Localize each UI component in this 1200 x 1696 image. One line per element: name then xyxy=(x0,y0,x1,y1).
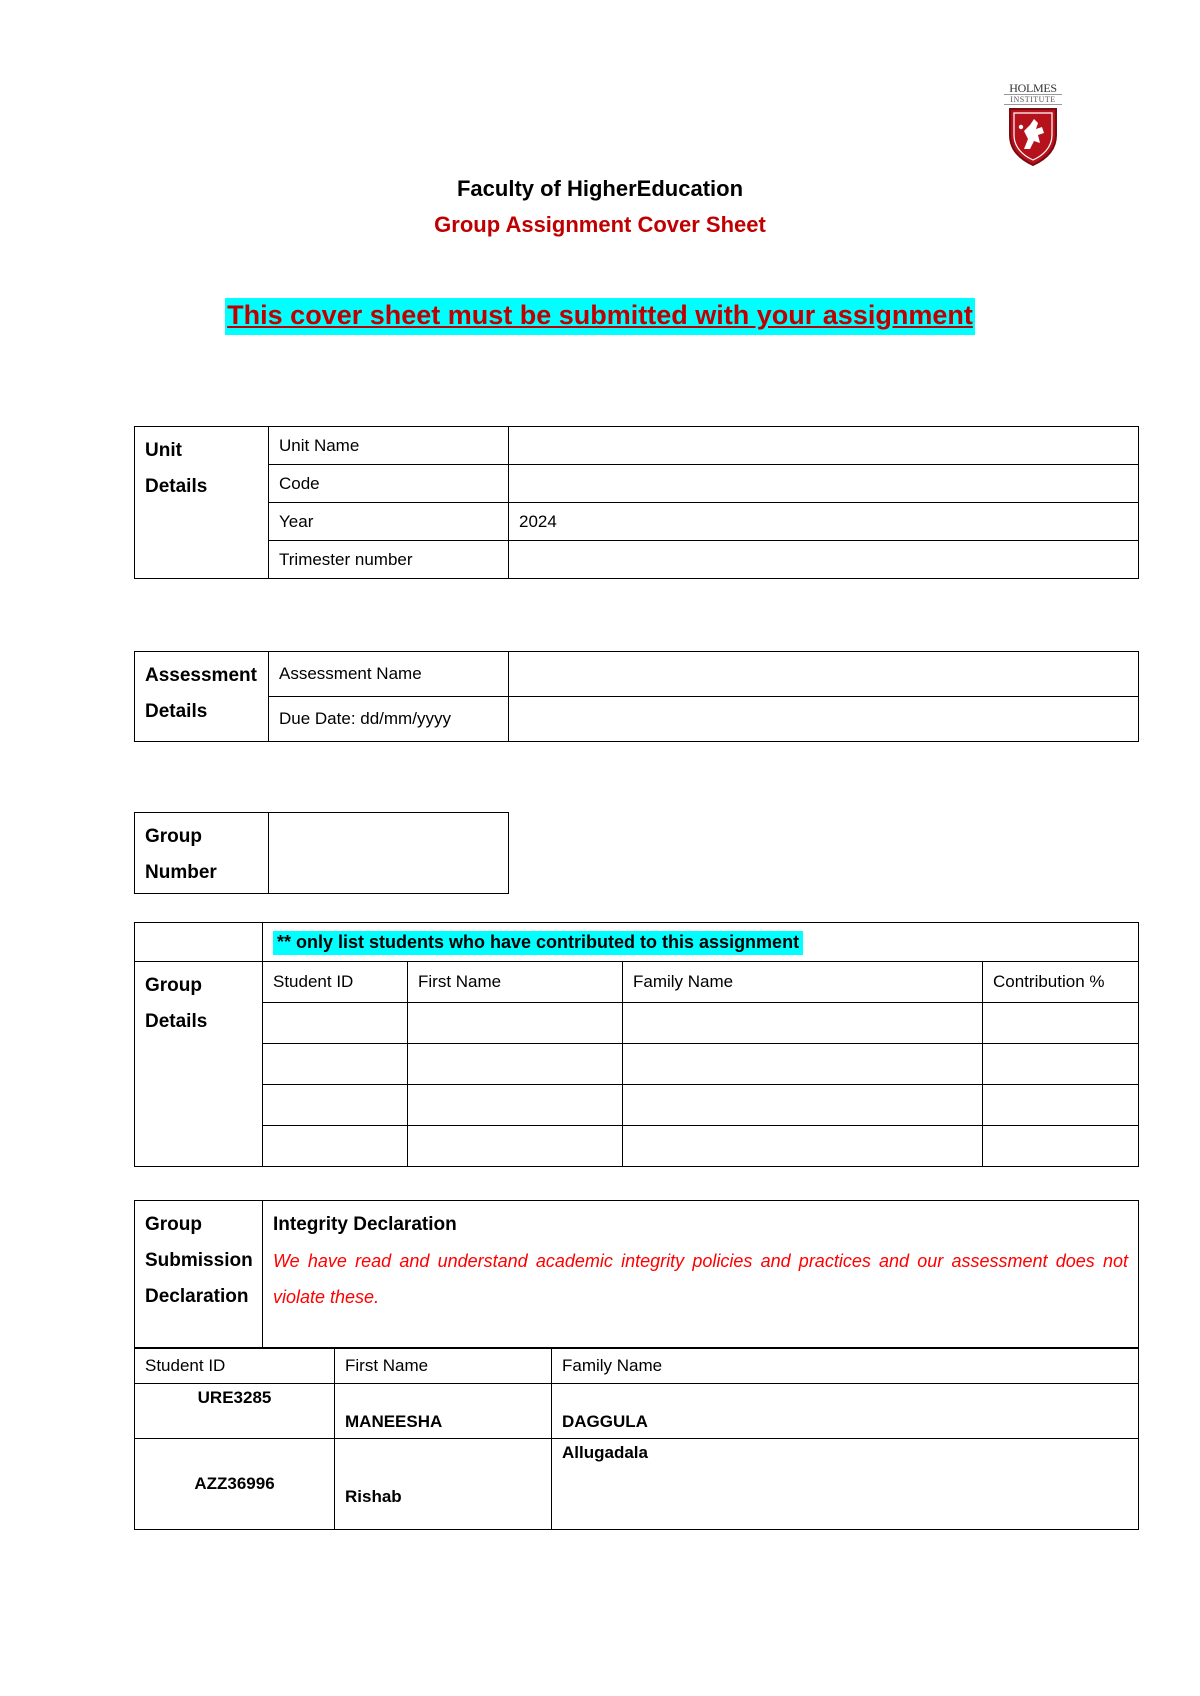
code-field[interactable] xyxy=(509,465,1139,503)
declaration-body xyxy=(263,1201,1139,1348)
col-header-first-name: First Name xyxy=(335,1349,552,1384)
signatories-table xyxy=(134,1348,1139,1530)
declaration-label: Group Submission Declaration xyxy=(135,1201,263,1348)
first-name-cell[interactable] xyxy=(408,1003,623,1044)
group-details-table xyxy=(134,922,1139,1167)
unit-name-label: Unit Name xyxy=(269,427,509,465)
cover-sheet-title: Group Assignment Cover Sheet xyxy=(434,212,766,237)
submission-banner: This cover sheet must be submitted with your assignment xyxy=(225,298,975,335)
table-row xyxy=(135,1003,1139,1044)
table-row xyxy=(135,541,1139,579)
student-id-cell[interactable] xyxy=(263,1044,408,1085)
col-header-student-id: Student ID xyxy=(263,962,408,1003)
assessment-details-table xyxy=(134,651,1139,742)
student-id-cell[interactable] xyxy=(263,1003,408,1044)
declaration-table xyxy=(134,1200,1139,1348)
unit-details-label: Unit Details xyxy=(135,427,269,579)
table-row xyxy=(135,427,1139,465)
assessment-name-field[interactable] xyxy=(509,652,1139,697)
col-header-contribution: Contribution % xyxy=(983,962,1139,1003)
faculty-heading: Faculty of HigherEducation xyxy=(456,176,744,201)
first-name-cell[interactable]: Rishab xyxy=(335,1439,552,1530)
table-row xyxy=(135,962,1139,1003)
col-header-family-name: Family Name xyxy=(552,1349,1139,1384)
group-number-field[interactable] xyxy=(269,813,509,894)
integrity-declaration-title: Integrity Declaration xyxy=(273,1214,457,1235)
contribution-cell[interactable] xyxy=(983,1085,1139,1126)
logo-wordmark: HOLMES xyxy=(1009,81,1057,95)
trimester-field[interactable] xyxy=(509,541,1139,579)
assessment-details-label: Assessment Details xyxy=(135,652,269,742)
family-name-cell[interactable]: Allugadala xyxy=(552,1439,1139,1530)
table-row xyxy=(135,1085,1139,1126)
trimester-label: Trimester number xyxy=(269,541,509,579)
contribution-note: ** only list students who have contributed to this assignment xyxy=(273,931,803,955)
col-header-first-name: First Name xyxy=(408,962,623,1003)
logo-subtitle: INSTITUTE xyxy=(1004,94,1062,105)
family-name-cell[interactable]: DAGGULA xyxy=(552,1384,1139,1439)
table-row xyxy=(135,1201,1139,1348)
year-label: Year xyxy=(269,503,509,541)
table-row xyxy=(135,1349,1139,1384)
table-row xyxy=(135,465,1139,503)
unit-name-field[interactable] xyxy=(509,427,1139,465)
group-number-label: Group Number xyxy=(135,813,269,894)
student-id-cell[interactable] xyxy=(263,1085,408,1126)
table-row xyxy=(135,1126,1139,1167)
table-row xyxy=(135,503,1139,541)
family-name-cell[interactable] xyxy=(623,1003,983,1044)
first-name-cell[interactable] xyxy=(408,1085,623,1126)
student-id-cell[interactable] xyxy=(263,1126,408,1167)
shield-crest-icon xyxy=(1004,105,1062,167)
family-name-cell[interactable] xyxy=(623,1044,983,1085)
group-details-label: Group Details xyxy=(135,962,263,1167)
family-name-cell[interactable] xyxy=(623,1126,983,1167)
family-name-cell[interactable] xyxy=(623,1085,983,1126)
col-header-family-name: Family Name xyxy=(623,962,983,1003)
first-name-cell[interactable]: MANEESHA xyxy=(335,1384,552,1439)
year-field[interactable]: 2024 xyxy=(509,503,1139,541)
due-date-label: Due Date: dd/mm/yyyy xyxy=(269,697,509,742)
assessment-name-label: Assessment Name xyxy=(269,652,509,697)
code-label: Code xyxy=(269,465,509,503)
first-name-cell[interactable] xyxy=(408,1044,623,1085)
table-row xyxy=(135,1439,1139,1530)
group-number-table xyxy=(134,812,509,894)
table-row xyxy=(135,813,509,894)
col-header-student-id: Student ID xyxy=(135,1349,335,1384)
table-row xyxy=(135,923,1139,962)
first-name-cell[interactable] xyxy=(408,1126,623,1167)
contribution-cell[interactable] xyxy=(983,1003,1139,1044)
banner-container xyxy=(0,298,1200,335)
contribution-cell[interactable] xyxy=(983,1044,1139,1085)
due-date-field[interactable] xyxy=(509,697,1139,742)
student-id-cell[interactable]: URE3285 xyxy=(135,1384,335,1439)
student-id-cell[interactable]: AZZ36996 xyxy=(135,1439,335,1530)
table-row xyxy=(135,1044,1139,1085)
table-row xyxy=(135,652,1139,697)
contribution-cell[interactable] xyxy=(983,1126,1139,1167)
unit-details-table xyxy=(134,426,1139,579)
holmes-institute-logo xyxy=(1004,82,1062,172)
table-row xyxy=(135,697,1139,742)
integrity-declaration-text: We have read and understand academic integrity policies and practices and our assessment does not violate these. xyxy=(273,1251,1128,1307)
table-row xyxy=(135,1384,1139,1439)
